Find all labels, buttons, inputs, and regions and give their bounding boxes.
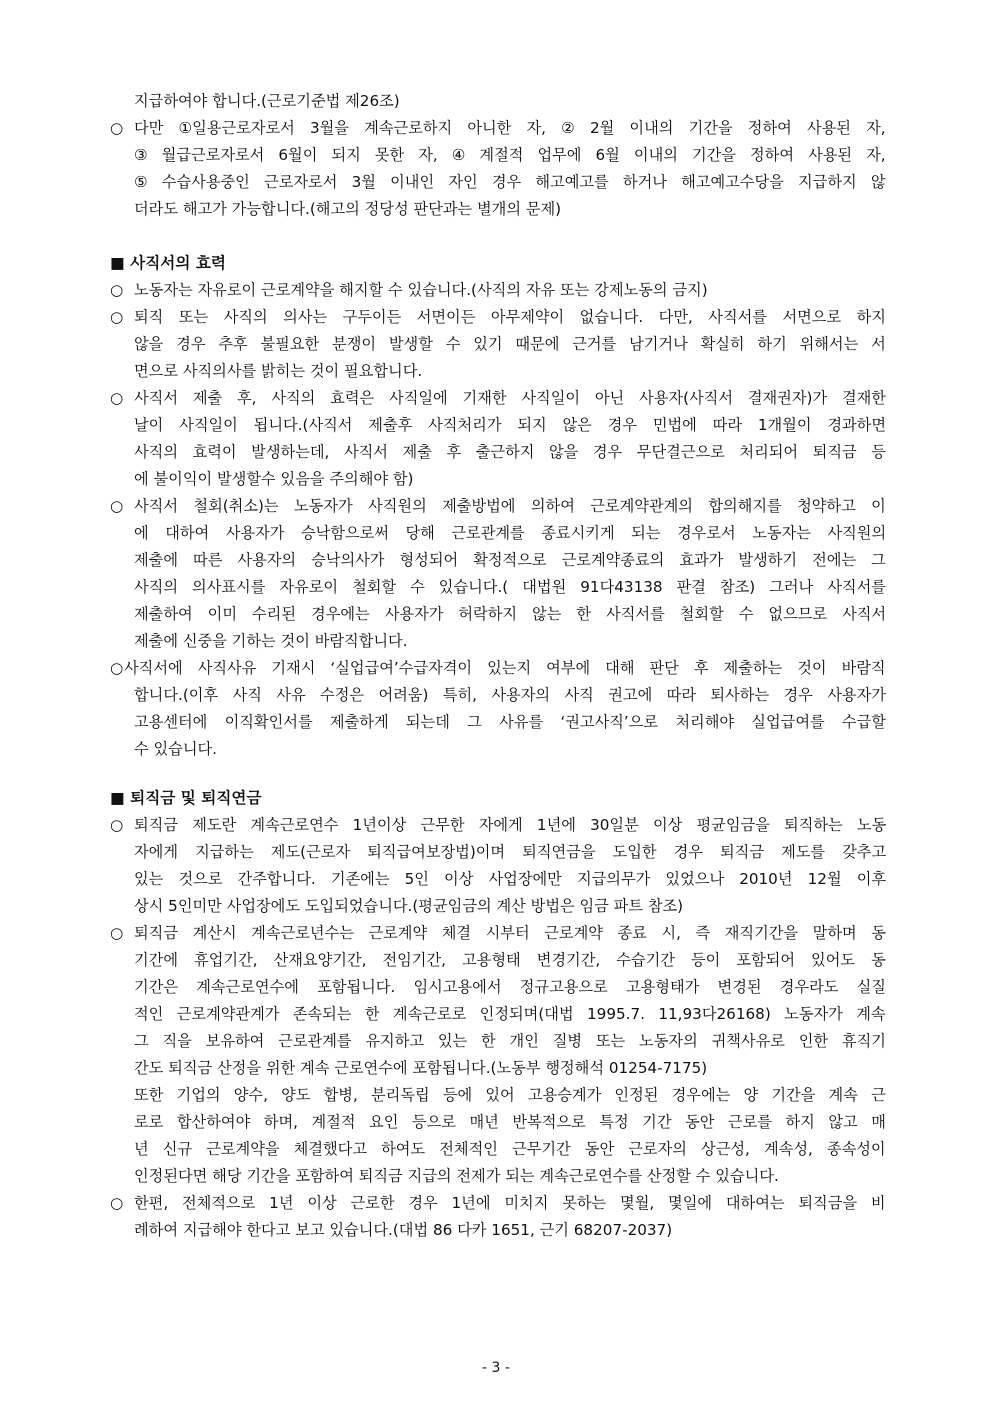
text-line: 지급하여야 합니다.(근로기준법 제26조) bbox=[134, 92, 400, 110]
text-line: 사직서에 사직사유 기재시 ‘실업급여’수급자격이 있는지 여부에 대해 판단 후 제출하는 것이 바람직 bbox=[124, 659, 886, 677]
text-line: 퇴직 또는 사직의 의사는 구두이든 서면이든 아무제약이 없습니다. 다만, 사직서를 서면으로 하지 bbox=[134, 308, 886, 326]
text-line: 에 대하여 사용자가 승낙함으로써 당해 근로관계를 종료시키게 되는 경우로서 노동자는 사직원의 bbox=[134, 524, 887, 542]
text-line: 간도 퇴직금 산정을 위한 계속 근로연수에 포함됩니다.(노동부 행정해석 01254-7175) bbox=[134, 1059, 708, 1077]
text-line: 사직서 철회(취소)는 노동자가 사직원의 제출방법에 의하여 근로계약관계의 합의해지를 청약하고 이 bbox=[134, 497, 886, 515]
text-line: 사직의 효력이 발생하는데, 사직서 제출 후 출근하지 않을 경우 무단결근으로 처리되어 퇴직금 등 bbox=[134, 443, 886, 461]
page-number: - 3 - bbox=[482, 1360, 510, 1376]
text-line: 인정된다면 해당 기간을 포함하여 퇴직금 지급의 전제가 되는 계속근로연수를 산정할 수 있습니다. bbox=[134, 1167, 779, 1185]
text-line: 한편, 전체적으로 1년 이상 근로한 경우 1년에 미치지 못하는 몇월, 몇일에 대하여는 퇴직금을 비 bbox=[134, 1194, 886, 1212]
text-line: 다만 ①일용근로자로서 3월을 계속근로하지 아니한 자, ② 2월 이내의 기간을 정하여 사용된 자, bbox=[134, 119, 886, 137]
bullet-circle: ○ bbox=[110, 924, 124, 942]
bullet-circle: ○ bbox=[110, 389, 124, 407]
text-line: 기간에 휴업기간, 산재요양기간, 전임기간, 고용형태 변경기간, 수습기간 등이 포함되어 있어도 동 bbox=[134, 951, 886, 969]
text-line: 적인 근로계약관계가 존속되는 한 계속근로로 인정되며(대법 1995.7. 11,93다26168) 노동자가 계속 bbox=[134, 1005, 886, 1023]
text-line: 자에게 지급하는 제도(근로자 퇴직급여보장법)이며 퇴직연금을 도입한 경우 퇴직금 제도를 갖추고 bbox=[134, 843, 887, 861]
text-line: 사직의 의사표시를 자유로이 철회할 수 있습니다.( 대법원 91다43138 판결 참조) 그러나 사직서를 bbox=[134, 578, 886, 596]
text-line: 수 있습니다. bbox=[134, 740, 218, 758]
text-line: 퇴직금 계산시 계속근로년수는 근로계약 체결 시부터 근로계약 종료 시, 즉 재직기간을 말하며 동 bbox=[134, 924, 886, 942]
text-line: 제출에 따른 사용자의 승낙의사가 형성되어 확정적으로 근로계약종료의 효과가 발생하기 전에는 그 bbox=[134, 551, 886, 569]
text-line: 더라도 해고가 가능합니다.(해고의 정당성 판단과는 별개의 문제) bbox=[134, 200, 562, 218]
text-line: 합니다.(이후 사직 사유 수정은 어려움) 특히, 사용자의 사직 권고에 따라 퇴사하는 경우 사용자가 bbox=[134, 686, 886, 704]
text-line: 날이 사직일이 됩니다.(사직서 제출후 사직처리가 되지 않은 경우 민법에 따라 1개월이 경과하면 bbox=[134, 416, 887, 434]
text-line: 기간은 계속근로연수에 포함됩니다. 임시고용에서 정규고용으로 고용형태가 변경된 경우라도 실질 bbox=[134, 978, 886, 996]
bullet-circle: ○ bbox=[110, 816, 124, 834]
text-line: 고용센터에 이직확인서를 제출하게 되는데 그 사유를 ‘권고사직’으로 처리해야 실업급여를 수급할 bbox=[134, 713, 886, 731]
text-line: ③ 월급근로자로서 6월이 되지 못한 자, ④ 계절적 업무에 6월 이내의 기간을 정하여 사용된 자, bbox=[134, 146, 886, 164]
bullet-circle: ○ bbox=[110, 659, 124, 677]
text-line: 노동자는 자유로이 근로계약을 해지할 수 있습니다.(사직의 자유 또는 강제노동의 금지) bbox=[134, 281, 708, 299]
bullet-circle: ○ bbox=[110, 281, 124, 299]
text-line: 로로 합산하여야 하며, 계절적 요인 등으로 매년 반복적으로 특정 기간 동안 근로를 하지 않고 매 bbox=[134, 1113, 886, 1131]
bullet-circle: ○ bbox=[110, 497, 124, 515]
text-line: ⑤ 수습사용중인 근로자로서 3월 이내인 자인 경우 해고예고를 하거나 해고예고수당을 지급하지 않 bbox=[134, 173, 886, 191]
text-line: 상시 5인미만 사업장에도 도입되었습니다.(평균임금의 계산 방법은 임금 파트 참조) bbox=[134, 897, 684, 915]
text-line: 또한 기업의 양수, 양도 합병, 분리독립 등에 있어 고용승계가 인정된 경우에는 양 기간을 계속 근 bbox=[134, 1086, 886, 1104]
text-line: 에 불이익이 발생할수 있음을 주의해야 함) bbox=[134, 470, 414, 488]
text-line: 있는 것으로 간주합니다. 기존에는 5인 이상 사업장에만 지급의무가 있었으나 2010년 12월 이후 bbox=[134, 870, 887, 888]
text-line: 년 신규 근로계약을 체결했다고 하여도 전체적인 근무기간 동안 근로자의 상근성, 계속성, 종속성이 bbox=[134, 1140, 886, 1158]
section-heading-severance: ■ 퇴직금 및 퇴직연금 bbox=[110, 789, 262, 807]
bullet-circle: ○ bbox=[110, 119, 124, 137]
text-line: 제출하여 이미 수리된 경우에는 사용자가 허락하지 않는 한 사직서를 철회할 수 없으므로 사직서 bbox=[134, 605, 887, 623]
text-line: 면으로 사직의사를 밝히는 것이 필요합니다. bbox=[134, 362, 423, 380]
text-line: 그 직을 보유하여 근로관계를 유지하고 있는 한 개인 질병 또는 노동자의 귀책사유로 인한 휴직기 bbox=[134, 1032, 886, 1050]
text-line: 않을 경우 추후 불필요한 분쟁이 발생할 수 있기 때문에 근거를 남기거나 확실히 하기 위해서는 서 bbox=[134, 335, 886, 353]
bullet-circle: ○ bbox=[110, 308, 124, 326]
bullet-circle: ○ bbox=[110, 1194, 124, 1212]
section-heading-resignation: ■ 사직서의 효력 bbox=[110, 254, 226, 272]
text-line: 례하여 지급해야 한다고 보고 있습니다.(대법 86 다카 1651, 근기 68207-2037) bbox=[134, 1221, 673, 1239]
text-line: 제출에 신중을 기하는 것이 바람직합니다. bbox=[134, 632, 408, 650]
text-line: 사직서 제출 후, 사직의 효력은 사직일에 기재한 사직일이 아닌 사용자(사직서 결재권자)가 결재한 bbox=[134, 389, 886, 407]
text-line: 퇴직금 제도란 계속근로연수 1년이상 근무한 자에게 1년에 30일분 이상 평균임금을 퇴직하는 노동 bbox=[134, 816, 887, 834]
